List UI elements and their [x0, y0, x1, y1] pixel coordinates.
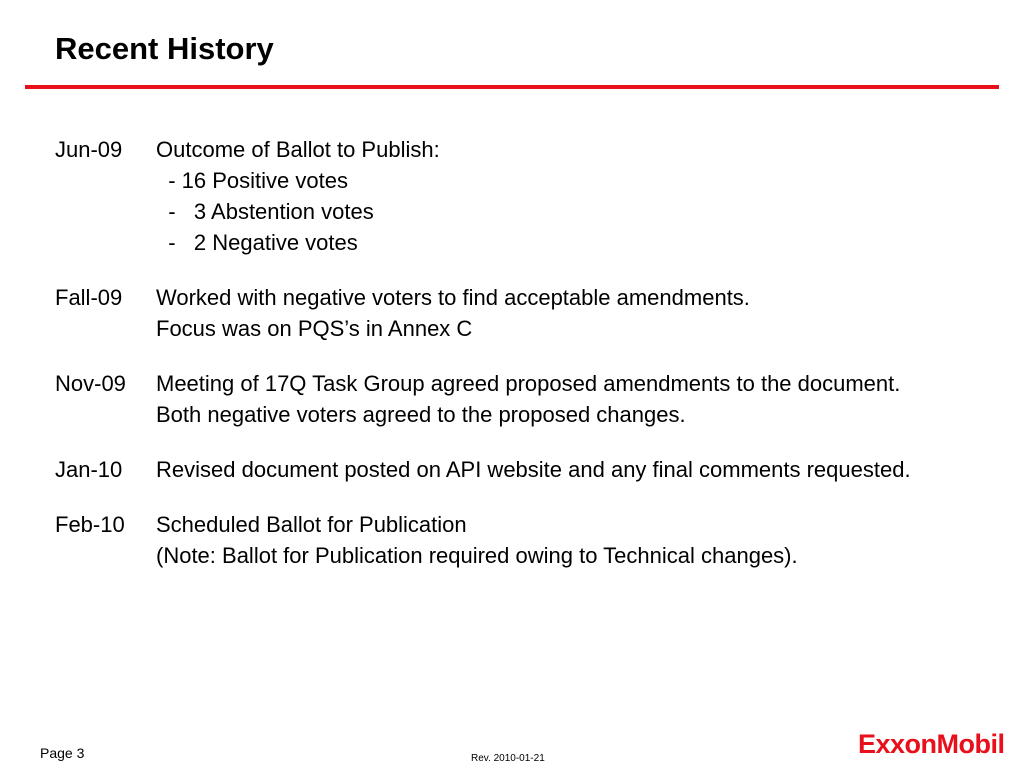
exxonmobil-logo: ExxonMobil — [858, 729, 1005, 759]
history-entry — [55, 368, 955, 430]
history-list — [55, 134, 955, 595]
entry-date: Jan-10 — [55, 457, 123, 482]
entry-description — [156, 368, 955, 430]
entry-line: Scheduled Ballot for Publication — [156, 512, 467, 537]
entry-line: - 3 Abstention votes — [156, 199, 374, 224]
page-number: Page 3 — [40, 745, 85, 761]
entry-description — [156, 134, 955, 258]
title-divider — [25, 85, 999, 89]
entry-line: - 2 Negative votes — [156, 230, 358, 255]
entry-description — [156, 282, 955, 344]
entry-description — [156, 454, 955, 485]
entry-line: Focus was on PQS’s in Annex C — [156, 316, 473, 341]
entry-line: Meeting of 17Q Task Group agreed proposed amendments to the document. — [156, 371, 901, 396]
entry-date: Fall-09 — [55, 285, 123, 310]
entry-line: - 16 Positive votes — [156, 168, 348, 193]
entry-line: (Note: Ballot for Publication required owing to Technical changes). — [156, 543, 798, 568]
entry-date: Feb-10 — [55, 512, 125, 537]
history-entry — [55, 134, 955, 258]
entry-line: Worked with negative voters to find acceptable amendments. — [156, 285, 750, 310]
entry-line: Both negative voters agreed to the proposed changes. — [156, 402, 686, 427]
history-entry — [55, 282, 955, 344]
entry-date: Nov-09 — [55, 371, 126, 396]
entry-description — [156, 509, 955, 571]
entry-line: Outcome of Ballot to Publish: — [156, 137, 440, 162]
slide-title: Recent History — [55, 31, 274, 66]
entry-line: Revised document posted on API website and any final comments requested. — [156, 457, 911, 482]
history-entry — [55, 509, 955, 571]
entry-date: Jun-09 — [55, 137, 123, 162]
history-entry — [55, 454, 955, 485]
revision-date: Rev. 2010-01-21 — [471, 753, 545, 764]
